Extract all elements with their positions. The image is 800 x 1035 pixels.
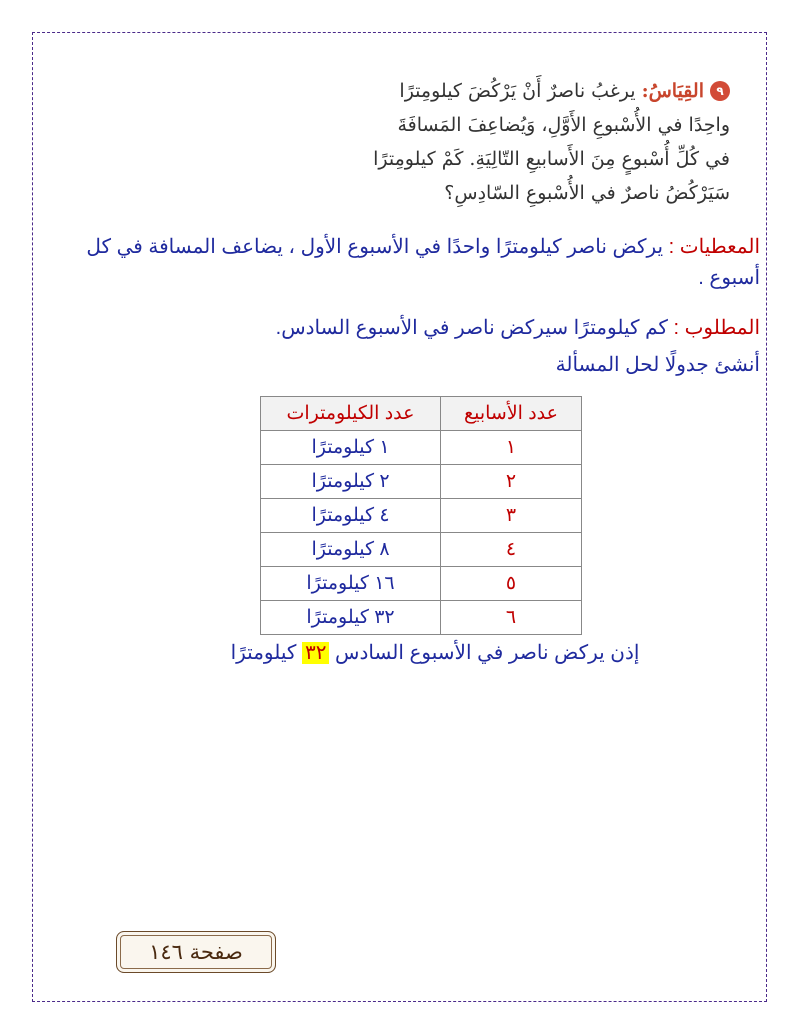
answer-text-after: كيلومترًا [230,642,302,664]
page-number-label: صفحة ١٤٦ [116,931,276,973]
cell-kilometers: ٨ كيلومترًا [261,533,441,567]
problem-statement [330,74,730,210]
cell-weeks: ٥ [441,567,582,601]
cell-kilometers: ١٦ كيلومترًا [261,567,441,601]
answer-highlight: ٣٢ [302,642,329,664]
givens-text: يركض ناصر كيلومترًا واحدًا في الأسبوع الأول ، يضاعف المسافة في كل أسبوع . [86,236,760,289]
cell-weeks: ٤ [441,533,582,567]
answer-sentence [200,640,670,665]
table-row [261,499,582,533]
required-text: كم كيلومترًا سيركض ناصر في الأسبوع السادس. [275,317,674,339]
problem-line-1 [330,74,730,108]
cell-weeks: ٣ [441,499,582,533]
cell-kilometers: ٢ كيلومترًا [261,465,441,499]
table-row [261,533,582,567]
solution-table [260,396,582,635]
givens-label: المعطيات : [668,236,760,258]
cell-weeks: ٦ [441,601,582,635]
cell-kilometers: ٣٢ كيلومترًا [261,601,441,635]
cell-kilometers: ٤ كيلومترًا [261,499,441,533]
answer-text-before: إذن يركض ناصر في الأسبوع السادس [329,642,640,664]
table-row [261,465,582,499]
problem-text-line: في كُلِّ أُسْبوعٍ مِنَ الأَسابيعِ التّالِيَةِ. كَمْ كيلومِترًا [373,148,730,170]
problem-number-badge: ٩ [710,81,730,101]
cell-weeks: ١ [441,431,582,465]
problem-text-line: يرغبُ ناصرٌ أَنْ يَرْكُضَ كيلومِترًا [399,80,636,102]
problem-text-line: سَيَرْكُضُ ناصرٌ في الأُسْبوعِ السّادِسِ؟ [444,182,730,204]
header-kilometers: عدد الكيلومترات [261,397,441,431]
required [35,313,760,344]
cell-weeks: ٢ [441,465,582,499]
cell-kilometers: ١ كيلومترًا [261,431,441,465]
table-header-row [261,397,582,431]
table-row [261,567,582,601]
problem-text-line: واحِدًا في الأُسْبوعِ الأَوَّلِ، وَيُضاعِفَ المَسافَةَ [397,114,730,136]
givens [35,232,760,294]
header-weeks: عدد الأسابيع [441,397,582,431]
table-row [261,431,582,465]
instruction: أنشئ جدولًا لحل المسألة [555,354,760,376]
required-label: المطلوب : [673,317,760,339]
table-row [261,601,582,635]
problem-keyword: القِيَاسُ: [641,80,704,102]
